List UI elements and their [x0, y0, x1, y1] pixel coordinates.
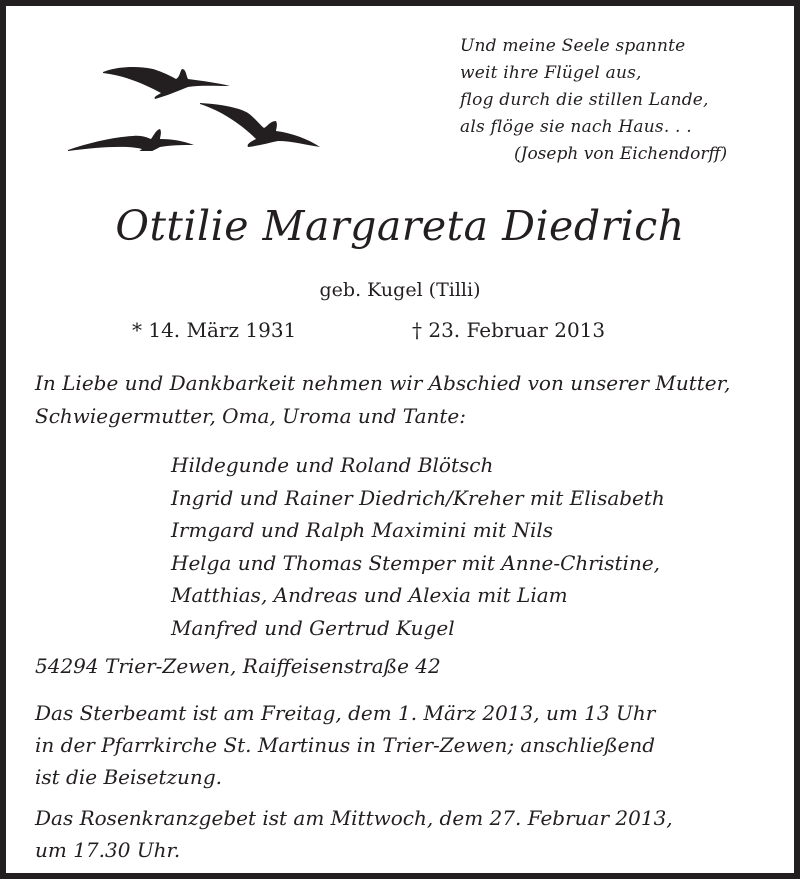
flying-birds-icon	[58, 51, 328, 151]
mourner: Manfred und Gertrud Kugel	[171, 615, 455, 640]
mourner: Irmgard und Ralph Maximini mit Nils	[171, 518, 554, 542]
poem-line: als flöge sie nach Haus. . .	[460, 117, 692, 137]
bird-icon	[68, 129, 194, 151]
funeral-line: ist die Beisetzung.	[35, 765, 222, 789]
farewell-intro: In Liebe und Dankbarkeit nehmen wir Abschied von unserer Mutter, Schwiegermutter, Oma, Uroma und Tante:	[35, 371, 731, 428]
mourners-list	[171, 449, 665, 644]
mourner: Ingrid und Rainer Diedrich/Kreher mit Elisabeth	[171, 485, 665, 510]
maiden-name: geb. Kugel (Tilli)	[319, 279, 481, 301]
poem-line: weit ihre Flügel aus,	[460, 63, 642, 83]
funeral-line: in der Pfarrkirche St. Martinus in Trier-Zewen; anschließend	[35, 733, 656, 757]
mourner: Hildegunde und Roland Blötsch	[171, 453, 494, 477]
address: 54294 Trier-Zewen, Raiffeisenstraße 42	[35, 654, 441, 678]
poem-line: flog durch die stillen Lande,	[460, 90, 709, 110]
rosary-notice	[35, 802, 673, 866]
mourner: Helga und Thomas Stemper mit Anne-Christine,	[171, 550, 661, 575]
birth-date: * 14. März 1931	[132, 318, 297, 342]
poem-author: (Joseph von Eichendorff)	[514, 144, 728, 164]
obituary-card	[6, 6, 794, 873]
poem-line: Und meine Seele spannte	[460, 36, 686, 56]
funeral-line: Das Sterbeamt ist am Freitag, dem 1. März 2013, um 13 Uhr	[35, 701, 656, 725]
poem	[460, 33, 780, 168]
deceased-name: Ottilie Margareta Diedrich	[115, 202, 685, 250]
funeral-notice	[35, 697, 655, 793]
bird-icon	[200, 103, 320, 147]
bird-icon	[103, 67, 230, 99]
rosary-line: Das Rosenkranzgebet ist am Mittwoch, dem 27. Februar 2013,	[35, 806, 673, 830]
rosary-line: um 17.30 Uhr.	[35, 838, 181, 862]
mourner: Matthias, Andreas und Alexia mit Liam	[171, 583, 568, 607]
death-date: † 23. Februar 2013	[412, 318, 606, 342]
